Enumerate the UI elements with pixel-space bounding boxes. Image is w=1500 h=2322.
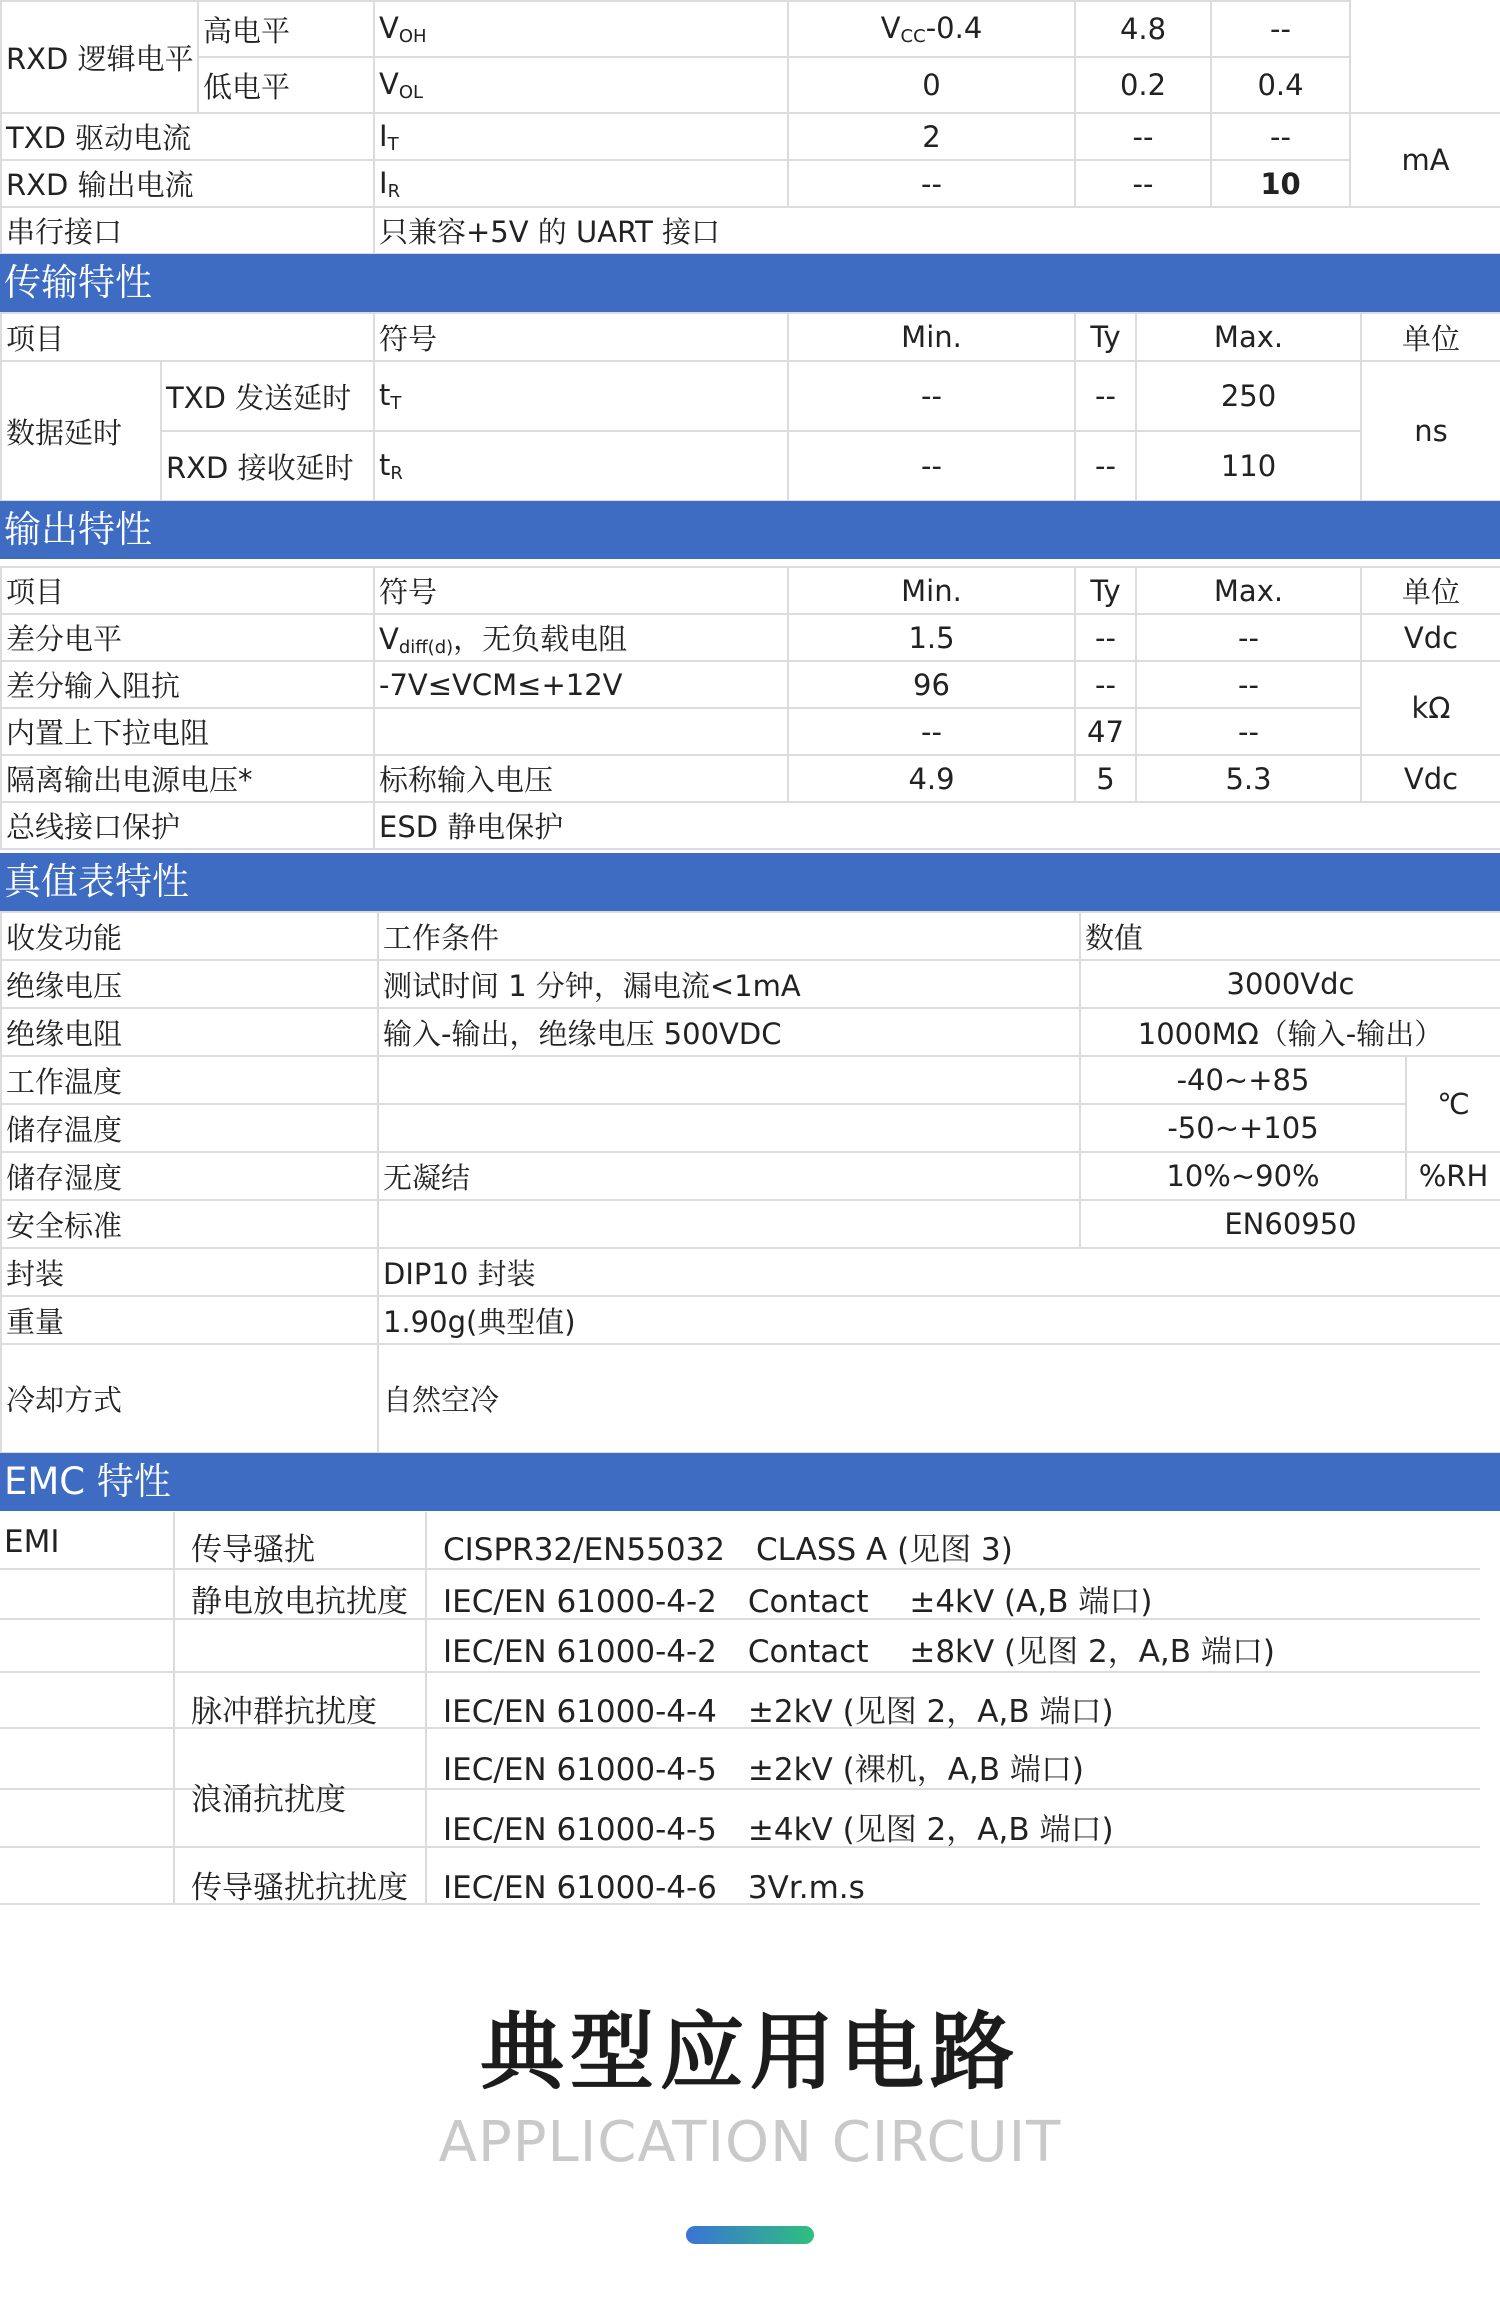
emc-spec: IEC/EN 61000-4-2 Contact ±8kV (见图 2，A,B 端口): [443, 1634, 1276, 1670]
section-title-truth: 真值表特性: [0, 853, 1500, 911]
section-title-transmission: 传输特性: [0, 254, 1500, 312]
isolated-voltage-typ: 5: [1075, 755, 1136, 802]
rxd-output-current-label: RXD 输出电流: [1, 160, 374, 207]
cond-header: 工作条件: [378, 912, 1080, 960]
ir-typ: --: [1075, 160, 1211, 207]
emc-category: 浪涌抗扰度: [191, 1782, 346, 1818]
isolated-output-voltage-label: 隔离输出电源电压*: [1, 755, 374, 802]
tt-symbol: $t_T$: [374, 361, 788, 431]
vol-typ: 0.2: [1075, 57, 1211, 113]
output-table: [0, 566, 1500, 850]
vdiff-min: 1.5: [788, 614, 1075, 661]
col-max-header: Max.: [1136, 567, 1361, 614]
it-symbol: $I_T$: [374, 113, 788, 160]
table-row: [0, 1671, 1480, 1673]
transmission-table: [0, 312, 1500, 502]
safety-standard-label: 安全标准: [1, 1200, 378, 1248]
diff-level-label: 差分电平: [1, 614, 374, 661]
high-level-label: 高电平: [198, 1, 374, 57]
decorative-divider: [686, 2226, 814, 2244]
pull-resistor-label: 内置上下拉电阻: [1, 708, 374, 755]
nominal-input-voltage: 标称输入电压: [374, 755, 788, 802]
col-typ-header: Ty: [1075, 313, 1136, 361]
vdiff-symbol: $V_{diff(d)}$，无负载电阻: [374, 614, 788, 661]
pull-resistor-symbol: [374, 708, 788, 755]
isolated-voltage-unit: Vdc: [1361, 755, 1500, 802]
storage-temp-cond: [378, 1104, 1080, 1152]
txd-delay-label: TXD 发送延时: [161, 361, 374, 431]
func-header: 收发功能: [1, 912, 378, 960]
it-typ: --: [1075, 113, 1211, 160]
it-max: --: [1211, 113, 1350, 160]
storage-humidity-value: 10%~90%: [1080, 1152, 1406, 1200]
tt-max: 250: [1136, 361, 1361, 431]
application-circuit-subtitle: APPLICATION CIRCUIT: [438, 2110, 1062, 2175]
txd-drive-current-label: TXD 驱动电流: [1, 113, 374, 160]
isolation-resistance-value: 1000MΩ（输入-输出）: [1080, 1008, 1500, 1056]
low-level-label: 低电平: [198, 57, 374, 113]
logic-level-table: [0, 0, 1500, 255]
isolated-voltage-min: 4.9: [788, 755, 1075, 802]
ir-symbol: $I_R$: [374, 160, 788, 207]
isolation-voltage-value: 3000Vdc: [1080, 960, 1500, 1008]
impedance-max: --: [1136, 661, 1361, 708]
col-symbol-header: 符号: [374, 567, 788, 614]
voh-min: $V_{CC}-0.4$: [788, 1, 1075, 57]
tt-typ: --: [1075, 361, 1136, 431]
safety-standard-cond: [378, 1200, 1080, 1248]
col-item-header: 项目: [1, 567, 374, 614]
isolation-voltage-cond: 测试时间 1 分钟，漏电流<1mA: [378, 960, 1080, 1008]
col-max-header: Max.: [1136, 313, 1361, 361]
rxd-logic-level-label: RXD 逻辑电平: [1, 1, 198, 113]
emc-table: [0, 1512, 1500, 1912]
tr-max: 110: [1136, 431, 1361, 501]
col-item-header: 项目: [1, 313, 374, 361]
humidity-unit: %RH: [1406, 1152, 1500, 1200]
pull-resistor-min: --: [788, 708, 1075, 755]
emc-category: 脉冲群抗扰度: [191, 1694, 377, 1730]
truth-table: [0, 911, 1500, 1454]
package-value: DIP10 封装: [378, 1248, 1500, 1296]
package-label: 封装: [1, 1248, 378, 1296]
application-circuit-title: 典型应用电路: [479, 2003, 1020, 2101]
emc-spec: IEC/EN 61000-4-2 Contact ±4kV (A,B 端口): [443, 1584, 1153, 1620]
tt-min: --: [788, 361, 1075, 431]
col-min-header: Min.: [788, 313, 1075, 361]
vdiff-max: --: [1136, 614, 1361, 661]
isolation-resistance-cond: 输入-输出，绝缘电压 500VDC: [378, 1008, 1080, 1056]
data-delay-label: 数据延时: [1, 361, 161, 501]
isolation-resistance-label: 绝缘电阻: [1, 1008, 378, 1056]
bus-protection-value: ESD 静电保护: [374, 802, 1500, 849]
storage-humidity-cond: 无凝结: [378, 1152, 1080, 1200]
vol-min: 0: [788, 57, 1075, 113]
operating-temp-value: -40~+85: [1080, 1056, 1406, 1104]
storage-humidity-label: 储存湿度: [1, 1152, 378, 1200]
tr-symbol: $t_R$: [374, 431, 788, 501]
emc-spec: CISPR32/EN55032 CLASS A (见图 3): [443, 1532, 1013, 1568]
weight-label: 重量: [1, 1296, 378, 1344]
impedance-unit: kΩ: [1361, 661, 1500, 755]
col-unit-header: 单位: [1361, 313, 1500, 361]
vol-symbol: $V_{OL}$: [374, 57, 788, 113]
cooling-label: 冷却方式: [1, 1344, 378, 1453]
safety-standard-value: EN60950: [1080, 1200, 1500, 1248]
vol-max: 0.4: [1211, 57, 1350, 113]
col-typ-header: Ty: [1075, 567, 1136, 614]
emc-spec: IEC/EN 61000-4-5 ±2kV (裸机，A,B 端口): [443, 1752, 1084, 1788]
emc-spec: IEC/EN 61000-4-6 3Vr.m.s: [443, 1870, 865, 1906]
isolation-voltage-label: 绝缘电压: [1, 960, 378, 1008]
delay-unit: ns: [1361, 361, 1500, 501]
vdiff-unit: Vdc: [1361, 614, 1500, 661]
pull-resistor-typ: 47: [1075, 708, 1136, 755]
diff-input-impedance-label: 差分输入阻抗: [1, 661, 374, 708]
operating-temp-label: 工作温度: [1, 1056, 378, 1104]
storage-temp-value: -50~+105: [1080, 1104, 1406, 1152]
pull-resistor-max: --: [1136, 708, 1361, 755]
col-symbol-header: 符号: [374, 313, 788, 361]
rxd-delay-label: RXD 接收延时: [161, 431, 374, 501]
voh-typ: 4.8: [1075, 1, 1211, 57]
ir-max: 10: [1211, 160, 1350, 207]
isolated-voltage-max: 5.3: [1136, 755, 1361, 802]
emc-category: 静电放电抗扰度: [191, 1584, 408, 1620]
voh-max: --: [1211, 1, 1350, 57]
tr-typ: --: [1075, 431, 1136, 501]
emc-category: 传导骚扰: [191, 1532, 315, 1568]
current-unit: mA: [1350, 113, 1500, 207]
ir-min: --: [788, 160, 1075, 207]
vdiff-typ: --: [1075, 614, 1136, 661]
emc-category: 传导骚扰抗扰度: [191, 1870, 408, 1906]
bus-protection-label: 总线接口保护: [1, 802, 374, 849]
tr-min: --: [788, 431, 1075, 501]
operating-temp-cond: [378, 1056, 1080, 1104]
cooling-value: 自然空冷: [378, 1344, 1500, 1453]
value-header: 数值: [1080, 912, 1500, 960]
storage-temp-label: 储存温度: [1, 1104, 378, 1152]
col-unit-header: 单位: [1361, 567, 1500, 614]
emc-spec: IEC/EN 61000-4-4 ±2kV (见图 2，A,B 端口): [443, 1694, 1114, 1730]
it-min: 2: [788, 113, 1075, 160]
emi-label: EMI: [4, 1524, 60, 1560]
temp-unit: ℃: [1406, 1056, 1500, 1152]
serial-interface-label: 串行接口: [1, 207, 374, 254]
section-title-emc: EMC 特性: [0, 1453, 1500, 1511]
voh-symbol: $V_{OH}$: [374, 1, 788, 57]
weight-value: 1.90g(典型值): [378, 1296, 1500, 1344]
serial-interface-value: 只兼容+5V 的 UART 接口: [374, 207, 1500, 254]
emc-spec: IEC/EN 61000-4-5 ±4kV (见图 2，A,B 端口): [443, 1812, 1114, 1848]
section-title-output: 输出特性: [0, 501, 1500, 559]
col-min-header: Min.: [788, 567, 1075, 614]
vcm-condition: -7V≤VCM≤+12V: [374, 661, 788, 708]
impedance-typ: --: [1075, 661, 1136, 708]
impedance-min: 96: [788, 661, 1075, 708]
